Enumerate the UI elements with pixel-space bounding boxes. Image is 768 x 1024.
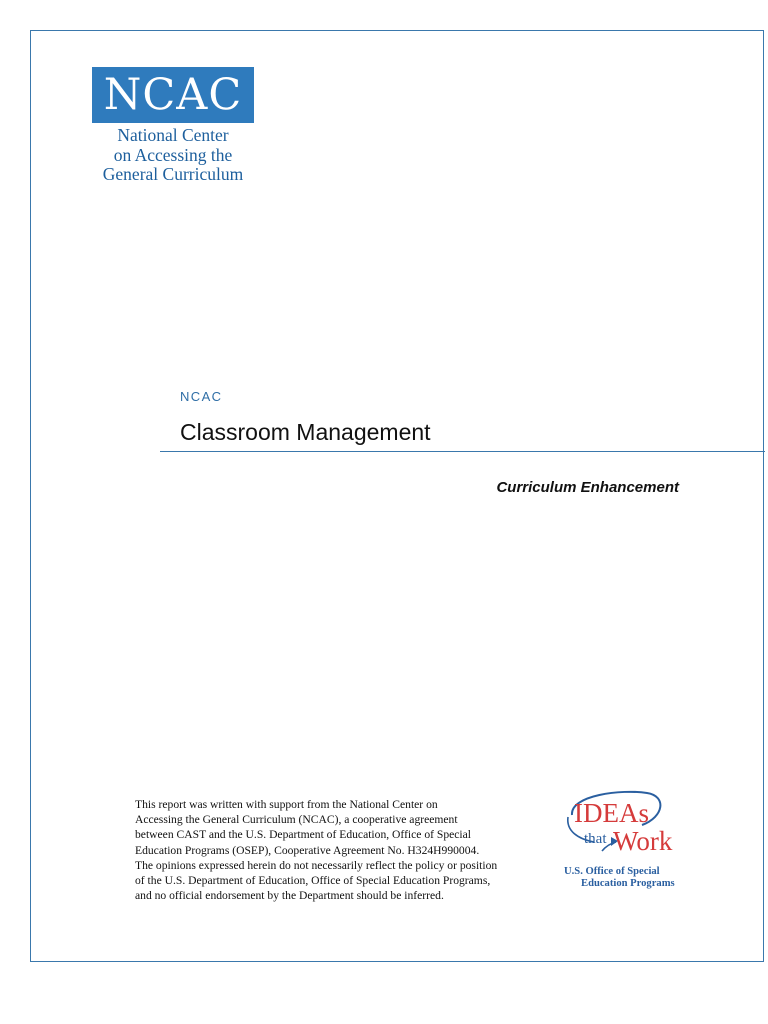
funding-disclaimer — [135, 797, 535, 903]
disclaimer-line: between CAST and the U.S. Department of Education, Office of Special — [135, 828, 472, 842]
document-title: Classroom Management — [180, 419, 431, 445]
ncac-logo-name — [92, 126, 254, 185]
osep-label — [564, 866, 686, 889]
ideas-that-word: that — [584, 831, 607, 847]
osep-label-line: U.S. Office of Special — [564, 866, 660, 877]
document-kicker: NCAC — [180, 389, 223, 404]
ncac-logo-mark: NCAC — [92, 67, 254, 123]
ideas-that-work-logo — [552, 787, 687, 897]
ncac-logo-name-line: on Accessing the — [113, 144, 233, 165]
disclaimer-line: Education Programs (OSEP), Cooperative Agreement No. H324H990004. — [135, 843, 480, 857]
disclaimer-line: Accessing the General Curriculum (NCAC), a cooperative agreement — [135, 813, 458, 827]
disclaimer-line: This report was written with support from the National Center on — [135, 798, 438, 811]
disclaimer-line: of the U.S. Department of Education, Office of Special Education Programs, — [135, 874, 491, 888]
ncac-logo-name-line: National Center — [117, 125, 229, 145]
ncac-logo — [92, 67, 254, 185]
disclaimer-line: The opinions expressed herein do not necessarily reflect the policy or position — [135, 858, 498, 872]
disclaimer-line: and no official endorsement by the Department should be inferred. — [135, 889, 444, 903]
title-divider — [160, 451, 765, 452]
ideas-work-word: Work — [613, 826, 673, 856]
series-label: Curriculum Enhancement — [496, 479, 679, 496]
osep-label-line: Education Programs — [581, 877, 675, 889]
ncac-logo-name-line: General Curriculum — [102, 164, 244, 184]
ideas-wordmark: IDEAs — [574, 798, 649, 828]
